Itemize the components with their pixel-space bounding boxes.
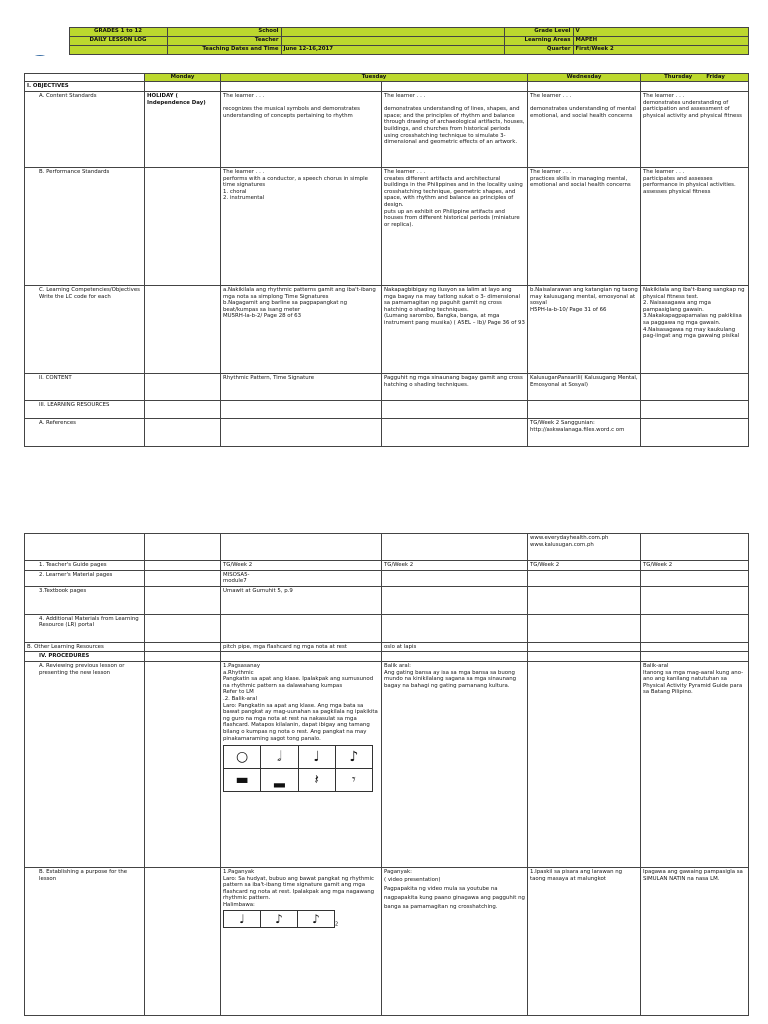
quarter-value: First/Week 2 — [573, 46, 748, 55]
purpose-music-text: 1.Paganyak Laro: Sa hudyat, bubuo ang bawat pangkat ng rhythmic pattern sa iba't-ibang time signature gamit ang mga flashcard ng nota at rest. Ipalakpak ang mga nagawang rhythmic pattern. Halimbawa: — [223, 868, 375, 908]
grade-label: Grade Level — [504, 28, 573, 37]
ps-tuesday-music: The learner . . . performs with a conductor, a speech chorus in simple time signatures 1. choral 2. instrumental — [221, 168, 382, 286]
quarter-label: Quarter — [504, 46, 573, 55]
eighth-rest-icon: 𝄾 — [335, 769, 372, 792]
grade-value: V — [573, 28, 748, 37]
half-note-icon: 𝅗𝅥 — [261, 746, 298, 769]
header-table — [24, 27, 749, 55]
cs-monday: HOLIDAY ( Independence Day) — [145, 92, 221, 168]
dates-value: June 12-16,2017 — [281, 46, 504, 55]
cs-tuesday-arts: The learner . . . demonstrates understanding of lines, shapes, and space; and the principles of rhythm and balance through drawing of archaeological artifacts, houses, buildings, and churches from historical periods using crosshatching technique to simulate 3-dimensional and geometric effects of an artwork. — [382, 92, 528, 168]
tg-label: 1. Teacher's Guide pages — [25, 561, 145, 571]
performance-standards-label: B. Performance Standards — [25, 168, 145, 286]
textbook-tuesday: Umawit at Gumuhit 5, p.9 — [221, 586, 382, 614]
review-thursday: Balik-aral Itanong sa mga mag-aaral kung ano-ano ang kanilang natutuhan sa Physical Activity Pyramid Guide para sa Batang Pilipino. — [641, 661, 749, 867]
review-arts-text: Ang gating bansa ay isa sa mga bansa sa buong mundo na kinikilalang sagana sa mga sinaunang bagay na bahagi ng gating pamanang kultura. — [384, 669, 517, 689]
content-standards-label: A. Content Standards — [25, 92, 145, 168]
area-label: Learning Areas — [504, 37, 573, 46]
header-title1: GRADES 1 to 12 — [69, 28, 167, 37]
day-wednesday: Wednesday — [528, 74, 641, 82]
purpose-wednesday: 1.Ipaskil sa pisara ang larawan ng taong masaya at malungkot — [528, 867, 641, 1015]
purpose-tuesday-arts — [382, 867, 528, 1015]
day-monday: Monday — [145, 74, 221, 82]
lc-wednesday: b.Naisalarawan ang katangian ng taong may kalusugang mental, emosyonal at sosyal H5PH-Ia-b-10/ Page 31 of 66 — [528, 286, 641, 374]
reviewing-label: A. Reviewing previous lesson or presenting the new lesson — [25, 661, 145, 867]
objectives-heading: I. OBJECTIVES — [25, 82, 145, 92]
content-label: II. CONTENT — [25, 374, 145, 401]
cs-tuesday-music: The learner . . . recognizes the musical symbols and demonstrates understanding of concepts pertaining to rhythm — [221, 92, 382, 168]
rhythm-example — [223, 910, 335, 928]
other-resources-tuesday-arts: oslo at lapis — [382, 642, 528, 652]
teacher-label: Teacher — [167, 37, 281, 46]
review-tuesday-music — [221, 661, 382, 867]
references-label: A. References — [25, 419, 145, 447]
ps-wednesday: The learner . . . practices skills in managing mental, emotional and social health concerns — [528, 168, 641, 286]
content-tuesday-arts: Pagguhit ng mga sinaunang bagay gamit ang cross hatching o shading techniques. — [382, 374, 528, 401]
whole-rest-icon: ▬ — [224, 769, 261, 792]
review-tuesday-arts — [382, 661, 528, 867]
tg-tuesday-music: TG/Week 2 — [221, 561, 382, 571]
cs-wednesday: The learner . . . demonstrates understanding of mental emotional, and social health concerns — [528, 92, 641, 168]
purpose-arts-text: ( video presentation) Pagpapakita ng video mula sa youtube na nagpapakita kung paano ginagawa ang pagguhit ng banga sa pamamagitan ng crosshatching. — [384, 876, 525, 910]
tg-tuesday-arts: TG/Week 2 — [382, 561, 528, 571]
additional-materials-label: 4. Additional Materials from Learning Resource (LR) portal — [25, 614, 145, 642]
purpose-thursday: Ipagawa ang gawaing pampasigla sa SIMULAN NATIN na nasa LM. — [641, 867, 749, 1015]
example-subscript: 2 — [335, 920, 339, 927]
ps-tuesday-arts: The learner . . . creates different artifacts and architectural buildings in the Philippines and in the locality using crosshatching technique, geometric shapes, and space, with rhythm and balance as principles of design. puts up an exhibit on Philippine artifacts and houses from different historical periods (miniature or replica). — [382, 168, 528, 286]
day-header-row — [25, 74, 749, 82]
purpose-label: B. Establishing a purpose for the lesson — [25, 867, 145, 1015]
quarter-rest-icon: 𝄽 — [298, 769, 335, 792]
learning-competencies-label: C. Learning Competencies/Objectives Write the LC code for each — [25, 286, 145, 374]
lm-label: 2. Learner's Material pages — [25, 570, 145, 586]
urls-wednesday: www.everydayhealth.com.ph www.kalusugan.com.ph — [528, 534, 641, 561]
quarter-note-icon: ♩ — [298, 746, 335, 769]
lm-tuesday-music: MISOSA5- module7 — [221, 570, 382, 586]
other-resources-tuesday-music: pitch pipe, mga flashcard ng mga nota at rest — [221, 642, 382, 652]
day-tuesday: Tuesday — [221, 74, 528, 82]
header-title2: DAILY LESSON LOG — [69, 37, 167, 46]
lesson-table-page2 — [24, 533, 749, 1016]
refs-wednesday: TG/Week 2 Sanggunian: http://askwalanaga.files.word.c om — [528, 419, 641, 447]
whole-note-icon: ○ — [224, 746, 261, 769]
tg-thursday: TG/Week 2 — [641, 561, 749, 571]
eighth-note-icon: ♪ — [335, 746, 372, 769]
lc-tuesday-music: a.Nakikilala ang rhythmic patterns gamit ang iba't-ibang mga nota sa simplong Time Signatures b.Nagagamit ang barline sa pagpapangkat ng beat/kumpas sa isang meter MU5RH-Ia-b-2/ Page 28 of 63 — [221, 286, 382, 374]
school-value — [281, 28, 504, 37]
example-eighth-note-icon-2: ♪ — [298, 910, 335, 927]
logo-cell — [24, 28, 69, 55]
area-value: MAPEH — [573, 37, 748, 46]
ps-thursday: The learner . . . participates and assesses performance in physical activities. assesses physical fitness — [641, 168, 749, 286]
review-arts-title: Balik aral: — [384, 662, 411, 669]
purpose-arts-title: Paganyak: — [384, 868, 412, 875]
header-blank — [69, 46, 167, 55]
tg-wednesday: TG/Week 2 — [528, 561, 641, 571]
school-label: School — [167, 28, 281, 37]
example-quarter-note-icon: ♩ — [224, 910, 261, 927]
cs-thursday: The learner . . . demonstrates understanding of participation and assessment of physical activity and physical fitness — [641, 92, 749, 168]
example-eighth-note-icon: ♪ — [261, 910, 298, 927]
teacher-value — [281, 37, 504, 46]
half-rest-icon: ▂ — [261, 769, 298, 792]
lc-thursday: Nakikilala ang iba't-ibang sangkap ng physical fitness test. 2. Naisasagawa ang mga pampasiglang gawain. 3.Nakakapagpapamalas ng pakikiisa sa paggawa ng mga gawain. 4.Naisasagawa ng may kaukulang pag-iingat ang mga gawaing pisikal — [641, 286, 749, 374]
day-thursday-friday: Thursday Friday — [641, 74, 749, 82]
content-wednesday: KalusuganPansarili( Kalusugang Mental, Emosyonal at Sosyal) — [528, 374, 641, 401]
lc-tuesday-arts: Nakapagbibigay ng ilusyon sa lalim at layo ang mga bagay na may tatlong sukat o 3- dimensional sa pamamagitan ng paguhit gamit ng cross hatching o shading techniques. (Lumang sarombo, Bangka, banga, at mga instrument pang musika) ( A5EL – Ib)/ Page 36 of 93 — [382, 286, 528, 374]
purpose-tuesday-music — [221, 867, 382, 1015]
learning-resources-label: III. LEARNING RESOURCES — [25, 401, 145, 419]
lesson-table-page1 — [24, 73, 749, 447]
other-resources-label: B. Other Learning Resources — [25, 642, 145, 652]
textbook-label: 3.Textbook pages — [25, 586, 145, 614]
note-flashcards — [223, 745, 373, 792]
dates-label: Teaching Dates and Time — [167, 46, 281, 55]
content-tuesday-music: Rhythmic Pattern, Time Signature — [221, 374, 382, 401]
procedures-heading: IV. PROCEDURES — [25, 652, 145, 662]
review-music-text: 1.Pagsasanay a.Rhythmic Pangkatin sa apat ang klase. Ipalakpak ang sumusunod na rhythmic pattern sa dalawahang kumpas Refer to LM .2. Balik-aral Laro: Pangkatin sa apat ang klase. Ang mga bata sa bawat pangkat ay mag-uunahan sa pagkilala ng ipakikita ng guro na mga nota at rest na nakasulat sa mga flashcard. Matapos kilalanin, dapat ibigay ang tamang bilang o kumpas ng nota o rest. Ang pangkat na may pinakamaraming sagot tong panalo. — [223, 662, 378, 742]
